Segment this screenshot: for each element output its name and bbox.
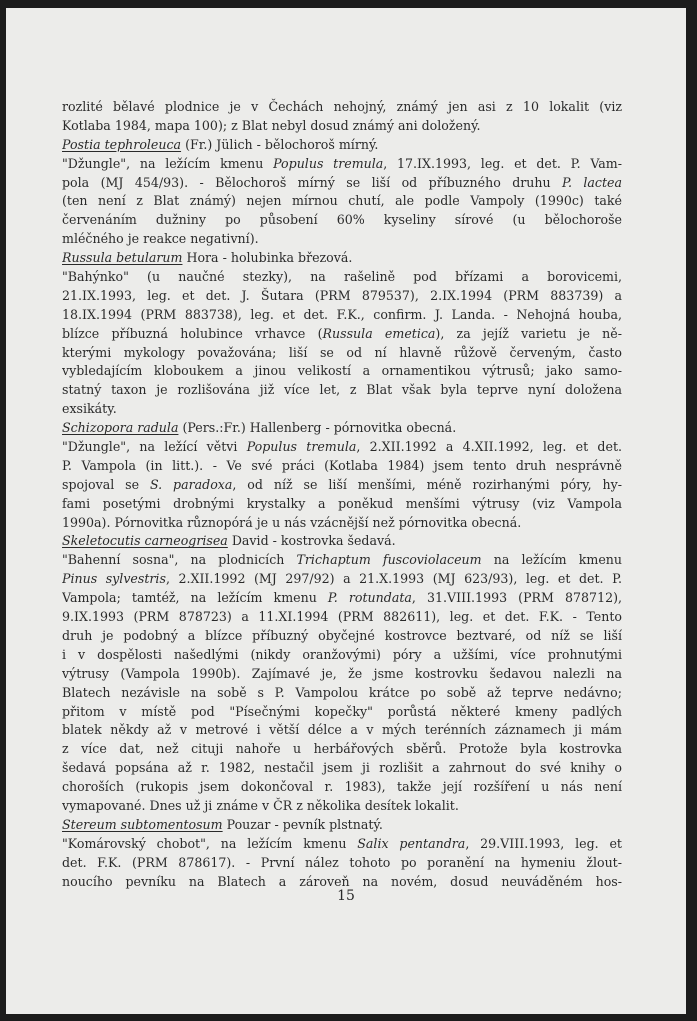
species-heading: Skeletocutis carneogrisea bbox=[62, 533, 228, 549]
text-line bbox=[62, 627, 622, 646]
text-run: det. F.K. (PRM 878617). - První nález tohoto po poranění na hymeniu žlout- bbox=[62, 854, 622, 870]
text-run: kterými mykology považována; liší se od ní hlavně růžově červeným, často bbox=[62, 344, 622, 360]
text-line bbox=[62, 457, 622, 476]
text-run: exsikáty. bbox=[62, 401, 117, 417]
species-heading: Schizopora radula bbox=[62, 420, 179, 436]
text-line bbox=[62, 646, 622, 665]
text-line bbox=[62, 362, 622, 381]
text-line bbox=[62, 551, 622, 570]
text-run: blatek někdy až v metrové i větší délce a v mých terénních záznamech ji mám bbox=[62, 722, 622, 738]
text-line bbox=[62, 608, 622, 627]
text-run: "Bahýnko" (u naučné stezky), na rašelině pod břízami a borovicemi, bbox=[62, 269, 622, 285]
text-line bbox=[62, 703, 622, 722]
text-run: , 2.XII.1992 (MJ 297/92) a 21.X.1993 (MJ 623/93), leg. et det. P. bbox=[165, 571, 622, 587]
text-line bbox=[62, 249, 622, 268]
text-line bbox=[62, 287, 622, 306]
text-line bbox=[62, 211, 622, 230]
text-run: fami posetými drobnými krystalky a poněkud menšími výtrusy (viz Vampola bbox=[62, 495, 622, 511]
text-run: Pouzar - pevník plstnatý. bbox=[222, 816, 383, 832]
text-line bbox=[62, 740, 622, 759]
page-number: 15 bbox=[337, 888, 355, 904]
text-line bbox=[62, 570, 622, 589]
text-line bbox=[62, 684, 622, 703]
text-run: , 17.IX.1993, leg. et det. P. Vam- bbox=[383, 155, 622, 171]
text-run: P. Vampola (in litt.). - Ve své práci (Kotlaba 1984) jsem tento druh nesprávně bbox=[62, 457, 622, 473]
text-run: mléčného je reakce negativní). bbox=[62, 231, 259, 247]
taxon-name: S. paradoxa bbox=[149, 476, 233, 492]
text-line bbox=[62, 400, 622, 419]
species-heading: Stereum subtomentosum bbox=[62, 816, 223, 832]
text-line bbox=[62, 117, 622, 136]
text-run: (Fr.) Jülich - bělochoroš mírný. bbox=[181, 136, 379, 152]
taxon-name: P. lactea bbox=[562, 174, 622, 190]
text-line bbox=[62, 192, 622, 211]
text-run: pola (MJ 454/93). - Bělochoroš mírný se liší od příbuzného druhu bbox=[62, 174, 563, 190]
taxon-name: Populus tremula bbox=[246, 439, 357, 455]
text-run: šedavá popsána až r. 1982, nestačil jsem ji rozlišit a zahrnout do své knihy o bbox=[62, 760, 622, 776]
text-line bbox=[62, 778, 622, 797]
text-run: choroších (rukopis jsem dokončoval r. 1983), takže její rozšíření u nás není bbox=[62, 779, 622, 795]
taxon-name: Trichaptum fuscoviolaceum bbox=[296, 552, 482, 568]
text-line bbox=[62, 816, 622, 835]
text-run: z více dat, než cituji nahoře u herbářových sběrů. Protože byla kostrovka bbox=[62, 741, 622, 757]
text-line bbox=[62, 589, 622, 608]
text-line bbox=[62, 495, 622, 514]
species-heading: Russula betularum bbox=[62, 250, 183, 266]
text-line bbox=[62, 174, 622, 193]
text-line bbox=[62, 665, 622, 684]
text-run: , 29.VIII.1993, leg. et bbox=[465, 835, 622, 851]
taxon-name: Populus tremula bbox=[273, 155, 384, 171]
text-line bbox=[62, 306, 622, 325]
text-run: (Pers.:Fr.) Hallenberg - pórnovitka obecná. bbox=[178, 420, 457, 436]
text-run: noucího pevníku na Blatech a zároveň na novém, dosud neuváděném hos- bbox=[62, 873, 622, 889]
text-line bbox=[62, 268, 622, 287]
text-run: (ten není z Blat známý) nejen mírnou chutí, ale podle Vampoly (1990c) také bbox=[62, 193, 622, 209]
text-line bbox=[62, 721, 622, 740]
text-line bbox=[62, 381, 622, 400]
text-line bbox=[62, 438, 622, 457]
text-line bbox=[62, 419, 622, 438]
text-run: , 31.VIII.1993 (PRM 878712), bbox=[411, 590, 622, 606]
text-line bbox=[62, 835, 622, 854]
taxon-name: Pinus sylvestris bbox=[62, 571, 166, 587]
text-run: David - kostrovka šedavá. bbox=[227, 533, 396, 549]
species-heading: Postia tephroleuca bbox=[62, 136, 182, 152]
text-line bbox=[62, 136, 622, 155]
text-run: Kotlaba 1984, mapa 100); z Blat nebyl dosud známý ani doložený. bbox=[62, 117, 481, 133]
text-run: 21.IX.1993, leg. et det. J. Šutara (PRM 879537), 2.IX.1994 (PRM 883739) a bbox=[62, 287, 622, 303]
taxon-name: Salix pentandra bbox=[357, 835, 466, 851]
text-line bbox=[62, 476, 622, 495]
text-line bbox=[62, 854, 622, 873]
text-run: na ležícím kmenu bbox=[481, 552, 622, 568]
taxon-name: Russula emetica bbox=[322, 325, 436, 341]
text-run: rozlité bělavé plodnice je v Čechách nehojný, známý jen asi z 10 lokalit (viz bbox=[62, 99, 622, 114]
text-run: spojoval se bbox=[62, 476, 150, 492]
text-run: blízce příbuzná holubince vrhavce ( bbox=[62, 325, 323, 341]
text-run: vymapované. Dnes už ji známe v ČR z několika desítek lokalit. bbox=[62, 797, 459, 813]
text-run: 18.IX.1994 (PRM 883738), leg. et det. F.K., confirm. J. Landa. - Nehojná houba, bbox=[62, 306, 622, 322]
text-run: ), za jejíž varietu je ně- bbox=[435, 325, 622, 341]
document-page bbox=[6, 8, 686, 1014]
text-run: červenáním dužniny po působení 60% kyseliny sírové (u bělochoroše bbox=[62, 212, 622, 228]
text-line bbox=[62, 98, 622, 117]
text-line bbox=[62, 797, 622, 816]
text-run: 9.IX.1993 (PRM 878723) a 11.XI.1994 (PRM 882611), leg. et det. F.K. - Tento bbox=[62, 609, 622, 625]
text-run: Vampola; tamtéž, na ležícím kmenu bbox=[62, 590, 328, 606]
text-run: vybledajícím kloboukem a jinou velikostí a ornamentikou výtrusů; jako samo- bbox=[62, 363, 622, 379]
text-run: druh je podobný a blízce příbuzný obyčejné kostrovce beztvaré, od níž se liší bbox=[62, 627, 622, 643]
text-run: "Komárovský chobot", na ležícím kmenu bbox=[62, 835, 358, 851]
text-run: Hora - holubinka březová. bbox=[182, 250, 353, 266]
text-run: "Bahenní sosna", na plodnicích bbox=[62, 552, 297, 568]
text-line bbox=[62, 325, 622, 344]
text-line bbox=[62, 514, 622, 533]
text-run: statný taxon je rozlišována již více let, z Blat však byla teprve nyní doložena bbox=[62, 382, 622, 398]
text-line bbox=[62, 155, 622, 174]
text-run: i v dospělosti našedlými (nikdy oranžovými) póry a užšími, více prohnutými bbox=[62, 646, 622, 662]
text-run: , 2.XII.1992 a 4.XII.1992, leg. et det. bbox=[356, 439, 622, 455]
text-run: "Džungle", na ležícím kmenu bbox=[62, 155, 274, 171]
text-run: přitom v místě pod "Písečnými kopečky" porůstá některé kmeny padlých bbox=[62, 703, 622, 719]
text-line bbox=[62, 344, 622, 363]
text-run: "Džungle", na ležící větvi bbox=[62, 439, 247, 455]
text-run: Blatech nezávisle na sobě s P. Vampolou krátce po sobě až teprve nedávno; bbox=[62, 684, 622, 700]
text-run: 1990a). Pórnovitka různopórá je u nás vzácnější než pórnovitka obecná. bbox=[62, 514, 522, 530]
taxon-name: P. rotundata bbox=[327, 590, 412, 606]
text-run: výtrusy (Vampola 1990b). Zajímavé je, že jsme kostrovku šedavou nalezli na bbox=[62, 665, 622, 681]
text-line bbox=[62, 230, 622, 249]
text-line bbox=[62, 532, 622, 551]
text-line bbox=[62, 759, 622, 778]
body-text bbox=[62, 98, 622, 891]
text-run: , od níž se liší menšími, méně rozirhanými póry, hy- bbox=[232, 476, 622, 492]
